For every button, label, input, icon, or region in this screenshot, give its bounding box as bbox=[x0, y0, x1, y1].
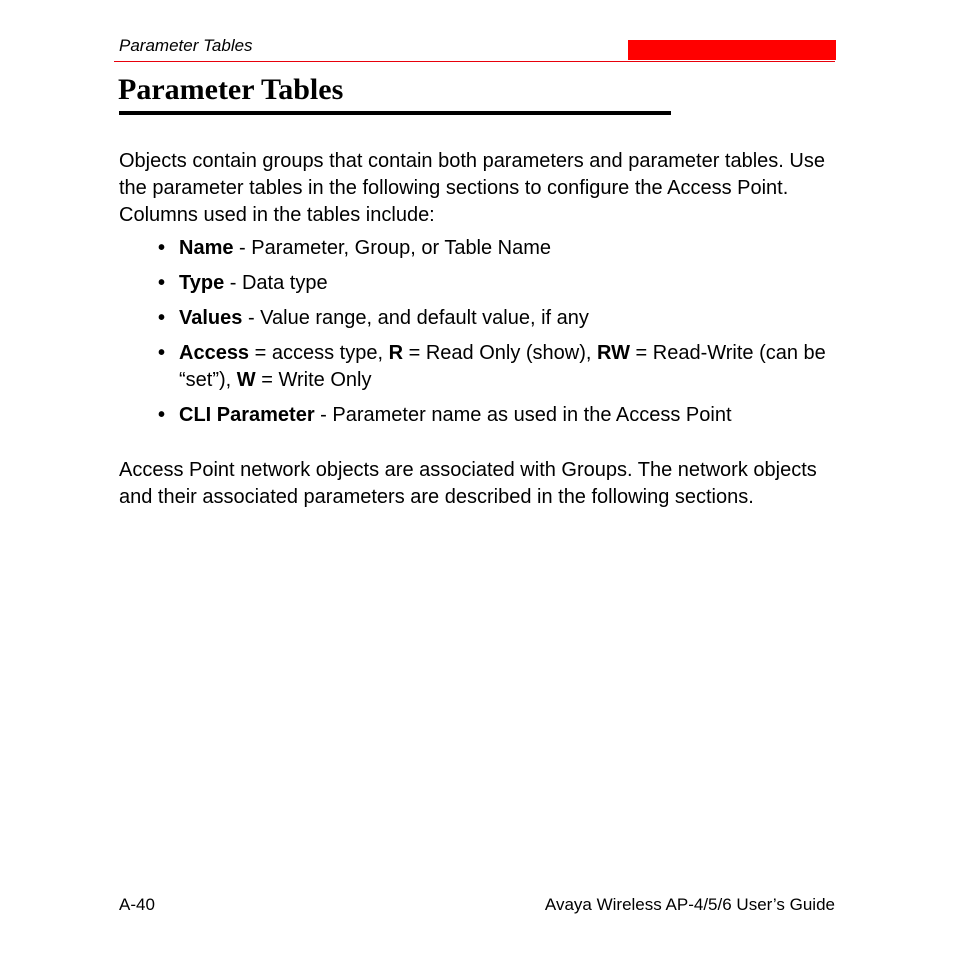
bullet-term: Name bbox=[179, 237, 234, 259]
page-number: A-40 bbox=[119, 895, 155, 914]
bullet-text: = Read-Write (can be “set”), bbox=[179, 342, 826, 391]
bullet-icon: • bbox=[158, 237, 166, 259]
closing-paragraph: Access Point network objects are associated with Groups. The network objects and their associated parameters are described in the following sections. bbox=[119, 459, 817, 508]
column-list bbox=[158, 235, 838, 437]
bullet-text: - Value range, and default value, if any bbox=[242, 307, 589, 329]
title-rule bbox=[119, 111, 671, 115]
bullet-icon: • bbox=[158, 404, 166, 426]
bullet-text: - Data type bbox=[224, 272, 328, 294]
list-item bbox=[158, 305, 838, 332]
list-item bbox=[158, 340, 838, 394]
access-code-r: R bbox=[388, 342, 404, 364]
bullet-icon: • bbox=[158, 272, 166, 294]
bullet-text: - Parameter name as used in the Access Point bbox=[314, 404, 732, 426]
guide-title: Avaya Wireless AP-4/5/6 User’s Guide bbox=[544, 895, 835, 914]
header-rule bbox=[114, 61, 835, 62]
header-accent-bar bbox=[628, 40, 836, 60]
bullet-icon: • bbox=[158, 307, 166, 329]
intro-paragraph: Objects contain groups that contain both parameters and parameter tables. Use the parameter tables in the following sections to configure the Access Point. Columns used in the tables include: bbox=[119, 150, 825, 226]
access-code-w: W bbox=[236, 369, 256, 391]
list-item bbox=[158, 270, 838, 297]
bullet-text: = Read Only (show), bbox=[403, 342, 597, 364]
running-header: Parameter Tables bbox=[119, 36, 253, 55]
bullet-text: = Write Only bbox=[255, 369, 372, 391]
list-item bbox=[158, 402, 838, 429]
bullet-term: CLI Parameter bbox=[179, 404, 315, 426]
bullet-icon: • bbox=[158, 342, 166, 364]
bullet-term: Type bbox=[179, 272, 225, 294]
bullet-term: Values bbox=[179, 307, 243, 329]
bullet-text: - Parameter, Group, or Table Name bbox=[233, 237, 552, 259]
access-code-rw: RW bbox=[597, 342, 630, 364]
bullet-term: Access bbox=[179, 342, 250, 364]
list-item bbox=[158, 235, 838, 262]
bullet-text: = access type, bbox=[249, 342, 389, 364]
page-title: Parameter Tables bbox=[118, 73, 344, 106]
